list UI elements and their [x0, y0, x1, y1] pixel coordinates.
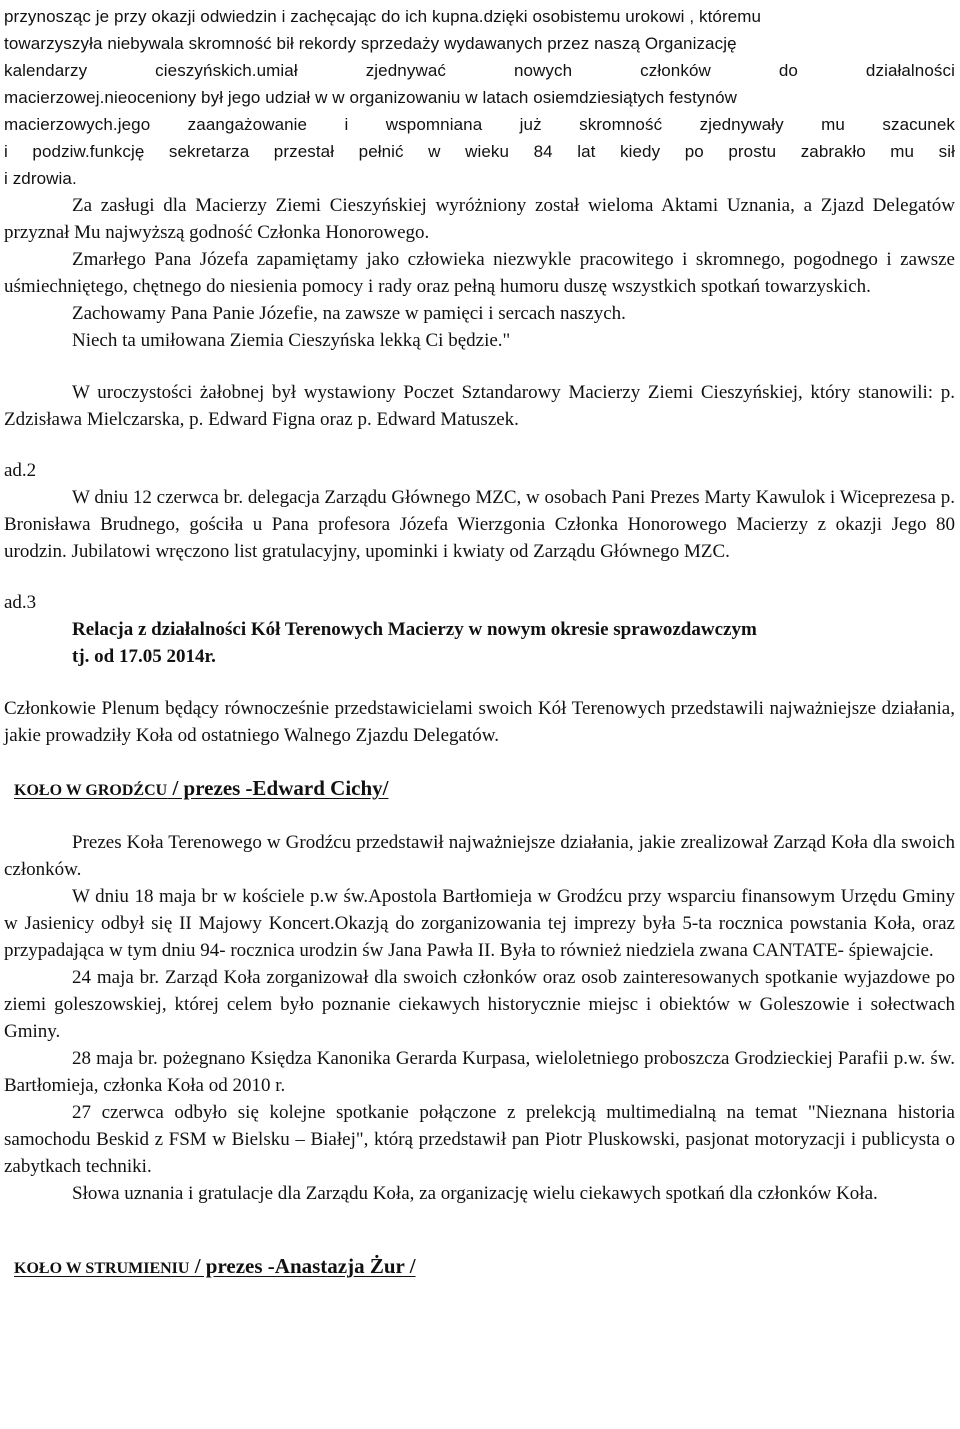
grodziec-paragraph-6: Słowa uznania i gratulacje dla Zarządu Koła, za organizację wielu ciekawych spotkań dla członków Koła. [72, 1183, 878, 1204]
intro-line-4: macierzowej.nieoceniony był jego udział w w organizowaniu w latach osiemdziesiątych festynów [4, 88, 738, 107]
paragraph-earth: Niech ta umiłowana Ziemia Cieszyńska lekką Ci będzie." [72, 330, 511, 351]
heading-kolo-strumien-president: / prezes -Anastazja Żur / [189, 1254, 416, 1278]
section-title-line-2: tj. od 17.05 2014r. [72, 646, 216, 667]
paragraph-poczet: W uroczystości żałobnej był wystawiony Poczet Sztandarowy Macierzy Ziemi Cieszyńskiej, który stanowili: p. Zdzisława Mielczarska, p. Edward Figna oraz p. Edward Matuszek. [4, 382, 955, 430]
grodziec-paragraph-1: Prezes Koła Terenowego w Grodźcu przedstawił najważniejsze działania, jakie zrealizował Zarząd Koła dla swoich członków. [4, 832, 955, 880]
heading-kolo-grodziec-president: / prezes -Edward Cichy/ [167, 776, 389, 800]
intro-line-6: i podziw.funkcję sekretarza przestał pełnić w wieku 84 lat kiedy po prostu zabrakło mu sił [4, 142, 955, 161]
grodziec-paragraph-4: 28 maja br. pożegnano Księdza Kanonika Gerarda Kurpasa, wieloletniego proboszcza Grodzieckiej Parafii p.w. św. Bartłomieja, członka Koła od 2010 r. [4, 1048, 955, 1096]
intro-line-3: kalendarzy cieszyńskich.umiał zjednywać nowych członków do działalności [4, 61, 955, 80]
intro-line-1: przynosząc je przy okazji odwiedzin i zachęcając do ich kupna.dzięki osobistemu urokowi , któremu [4, 7, 762, 26]
section-title-line-1: Relacja z działalności Kół Terenowych Macierzy w nowym okresie sprawozdawczym [72, 619, 757, 640]
heading-kolo-grodziec [4, 775, 955, 804]
grodziec-paragraph-5: 27 czerwca odbyło się kolejne spotkanie połączone z prelekcją multimedialną na temat "Nieznana historia samochodu Beskid z FSM w Bielsku – Białej", którą przedstawił pan Piotr Pluskowski, pasjonat motoryzacji i publicysta o zabytkach techniki. [4, 1102, 955, 1177]
section-label-ad3: ad.3 [4, 592, 37, 613]
paragraph-keep-memory: Zachowamy Pana Panie Józefie, na zawsze w pamięci i sercach naszych. [72, 303, 626, 324]
intro-line-7: i zdrowia. [4, 169, 77, 188]
grodziec-body [4, 829, 955, 1207]
paragraph-memory: Zmarłego Pana Józefa zapamiętamy jako człowieka niezwykle pracowitego i skromnego, pogodnego i zawsze uśmiechniętego, chętnego do niesienia pomocy i rady oraz pełną humoru duszę wszystkich spotkań towarzyskich. [4, 249, 955, 297]
paragraph-ad2: W dniu 12 czerwca br. delegacja Zarządu Głównego MZC, w osobach Pani Prezes Marty Kawulok i Wiceprezesa p. Bronisława Brudnego, gościła u Pana profesora Józefa Wierzgonia Członka Honorowego Macierzy z okazji Jego 80 urodzin. Jubilatowi wręczono list gratulacyjny, upominki i kwiaty od Zarządu Głównego MZC. [4, 487, 955, 562]
intro-line-5: macierzowych.jego zaangażowanie i wspomniana już skromność zjednywały mu szacunek [4, 115, 955, 134]
grodziec-paragraph-3: 24 maja br. Zarząd Koła zorganizował dla swoich członków oraz osob zainteresowanych spotkanie wyjazdowe po ziemi goleszowskiej, której celem było poznanie ciekawych historycznie miejsc i obiektów w Goleszowie i sołectwach Gminy. [4, 967, 955, 1042]
heading-kolo-grodziec-name: KOŁO W GRODŹCU [14, 782, 168, 799]
section-label-ad2: ad.2 [4, 460, 37, 481]
intro-line-2: towarzyszyła niebywala skromność bił rekordy sprzedaży wydawanych przez naszą Organizację [4, 34, 737, 53]
heading-kolo-strumien-name: KOŁO W STRUMIENIU [14, 1260, 190, 1277]
paragraph-plenum: Członkowie Plenum będący równocześnie przedstawicielami swoich Kół Terenowych przedstawili najważniejsze działania, jakie prowadziły Koła od ostatniego Walnego Zjazdu Delegatów. [4, 698, 955, 746]
intro-block [4, 0, 955, 192]
heading-kolo-strumien [4, 1253, 955, 1282]
paragraph-merits: Za zasługi dla Macierzy Ziemi Cieszyńskiej wyróżniony został wieloma Aktami Uznania, a Zjazd Delegatów przyznał Mu najwyższą godność Członka Honorowego. [4, 195, 955, 243]
grodziec-paragraph-2: W dniu 18 maja br w kościele p.w św.Apostola Bartłomieja w Grodźcu przy wsparciu finansowym Urzędu Gminy w Jasienicy odbył się II Majowy Koncert.Okazją do zorganizowania tej imprezy była 5-ta rocznica powstania Koła, oraz przypadająca w tym dniu 94- rocznica urodzin św Jana Pawła II. Była to również niedziela zwana CANTATE- śpiewajcie. [4, 886, 955, 961]
